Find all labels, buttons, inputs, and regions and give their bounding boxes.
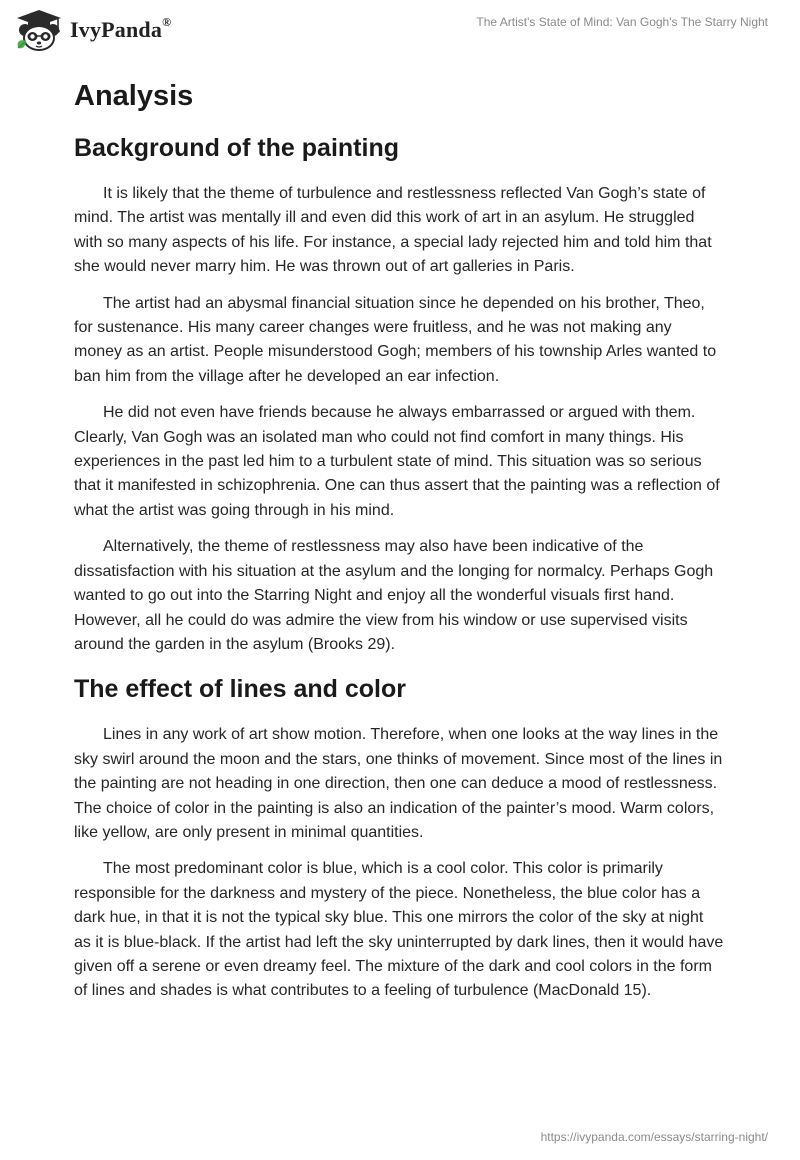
paragraph: Lines in any work of art show motion. Therefore, when one looks at the way lines in the sky swirl around the moon and the stars, one thinks of movement. Since most of the lines in the painting are not heading in one direction, then one can deduce a mood of restlessness. The choice of color in the painting is also an indication of the painter’s mood. Warm colors, like yellow, are only present in minimal quantities. [74,726,723,841]
brand-name: IvyPanda® [70,15,172,42]
paragraph: It is likely that the theme of turbulence and restlessness reflected Van Gogh’s state of mind. The artist was mentally ill and even did this work of art in an asylum. He struggled with so many aspects of his life. For instance, a special lady rejected him and told him that she would never marry him. He was thrown out of art galleries in Paris. [74,185,712,276]
registered-mark: ® [162,15,172,29]
section-heading-lines-color: The effect of lines and color [74,675,406,704]
document-title: The Artist's State of Mind: Van Gogh's The Starry Night [476,15,768,29]
paragraph: Alternatively, the theme of restlessness may also have been indicative of the dissatisfaction with his situation at the asylum and the longing for normalcy. Perhaps Gogh wanted to go out into the Starring Night and enjoy all the wonderful visuals first hand. However, all he could do was admire the view from his window or use supervised visits around the garden in the asylum (Brooks 29). [74,538,714,653]
ivypanda-logo[interactable] [14,8,171,52]
page-header [0,0,800,70]
paragraph: The most predominant color is blue, which is a cool color. This color is primarily responsible for the darkness and mystery of the piece. Nonetheless, the blue color has a dark hue, in that it is not the typical sky blue. This one mirrors the color of the sky at night as it is blue-black. If the artist had left the sky uninterrupted by dark lines, then it would have given off a serene or even dreamy feel. The mixture of the dark and cool colors in the form of lines and shades is what contributes to a feeling of turbulence (MacDonald 15). [74,860,724,1000]
paragraph: The artist had an abysmal financial situation since he depended on his brother, Theo, for sustenance. His many career changes were fruitless, and he was not making any money as an artist. People misunderstood Gogh; members of his township Arles wanted to ban him from the village after he developed an ear infection. [74,294,717,385]
section-heading-background: Background of the painting [74,134,399,162]
main-heading: Analysis [74,80,194,112]
panda-graduate-icon [14,8,64,52]
source-url[interactable]: https://ivypanda.com/essays/starring-night/ [540,1130,768,1144]
essay-content [74,70,724,1004]
paragraph: He did not even have friends because he always embarrassed or argued with them. Clearly, Van Gogh was an isolated man who could not find comfort in many things. His experiences in the past led him to a turbulent state of mind. This situation was so serious that it manifested in schizophrenia. One can thus assert that the painting was a reflection of what the artist was going through in his mind. [74,404,720,519]
